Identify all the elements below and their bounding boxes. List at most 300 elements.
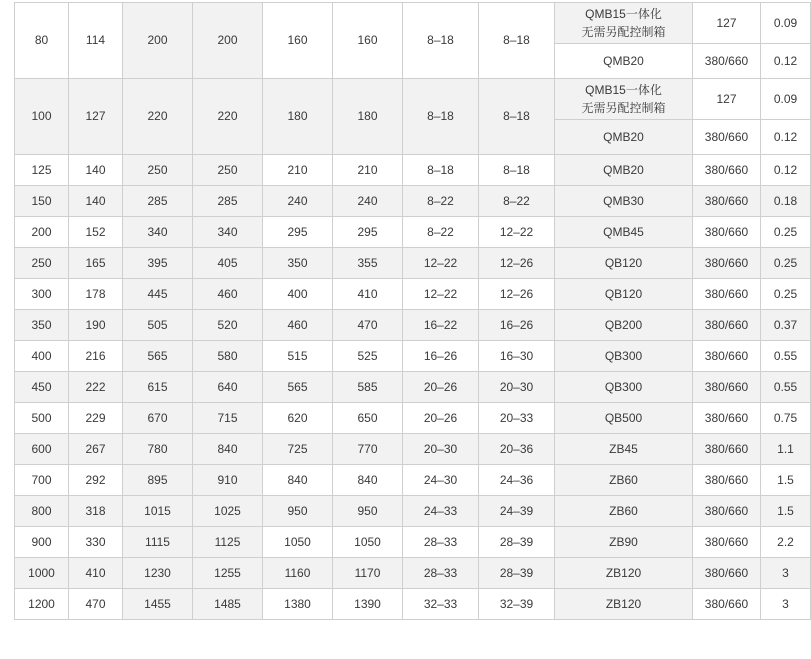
motor-model-line: QMB20 [603,54,644,68]
table-cell [761,155,811,186]
cell-value: 380/660 [704,503,749,518]
cell-value: 380/660 [704,441,749,456]
cell-value: 615 [147,379,168,394]
cell-value: 216 [85,348,106,363]
table-row [15,186,811,217]
cell-value: 20–26 [423,379,458,394]
cell-value: 800 [31,503,52,518]
table-cell [761,372,811,403]
cell-value: 580 [217,348,238,363]
table-cell [263,496,333,527]
table-cell [555,217,693,248]
cell-value: 24–33 [423,503,458,518]
cell-value: 3 [782,565,789,580]
power-value: 0.09 [773,15,798,30]
cell-value: 300 [31,286,52,301]
table-row [15,589,811,620]
table-cell [193,527,263,558]
table-cell [69,434,123,465]
table-cell [123,403,193,434]
table-cell [193,589,263,620]
table-row [15,248,811,279]
cell-value: 8–18 [503,109,530,124]
table-cell [693,279,761,310]
table-cell [555,248,693,279]
table-cell [15,186,69,217]
cell-value: 1200 [28,596,55,611]
cell-value: 380/660 [704,162,749,177]
cell-value: 520 [217,317,238,332]
table-cell [479,558,555,589]
motor-model-line: QMB15一体化 [585,83,662,97]
cell-value: 8–18 [503,33,530,48]
table-cell [761,310,811,341]
cell-value: 350 [31,317,52,332]
table-cell [693,372,761,403]
cell-value: 178 [85,286,106,301]
cell-value: 190 [85,317,106,332]
table-cell [263,372,333,403]
voltage-value: 127 [716,15,737,30]
table-cell [761,434,811,465]
table-cell [403,310,479,341]
motor-model-value [555,50,692,72]
cell-value: ZB45 [609,441,638,456]
cell-value: 1255 [214,565,241,580]
cell-value: ZB60 [609,503,638,518]
cell-value: 505 [147,317,168,332]
cell-value: 222 [85,379,106,394]
table-cell [123,589,193,620]
table-cell [123,527,193,558]
table-cell [123,372,193,403]
cell-value: 725 [287,441,308,456]
table-cell [193,496,263,527]
table-cell [123,496,193,527]
cell-value: 350 [287,255,308,270]
cell-value: 32–33 [423,596,458,611]
table-cell [193,279,263,310]
cell-value: 380/660 [704,286,749,301]
cell-value: 20–26 [423,410,458,425]
table-cell [123,341,193,372]
cell-value: 770 [357,441,378,456]
table-cell [15,217,69,248]
cell-value: 20–36 [499,441,534,456]
cell-value: 250 [147,162,168,177]
table-cell [123,558,193,589]
table-cell [123,3,193,79]
cell-value: ZB90 [609,534,638,549]
cell-value: 400 [287,286,308,301]
power-value: 0.12 [773,129,798,144]
table-cell [123,217,193,248]
cell-value: 355 [357,255,378,270]
cell-value: 1.1 [777,441,794,456]
table-row [15,434,811,465]
table-cell [263,527,333,558]
cell-value: QB300 [604,348,643,363]
table-cell [479,248,555,279]
cell-value: 140 [85,193,106,208]
cell-value: 28–33 [423,534,458,549]
cell-value: 1485 [214,596,241,611]
table-cell [263,217,333,248]
cell-value: 28–39 [499,565,534,580]
cell-value: 380/660 [704,410,749,425]
cell-value: ZB60 [609,472,638,487]
cell-value: 0.25 [773,224,798,239]
table-cell [263,79,333,155]
cell-value: 950 [357,503,378,518]
table-cell [333,3,403,79]
table-cell [693,465,761,496]
table-cell [193,155,263,186]
cell-value: 650 [357,410,378,425]
table-cell [193,341,263,372]
table-cell [263,186,333,217]
cell-value: 24–39 [499,503,534,518]
table-cell [479,279,555,310]
motor-model-line: QMB20 [603,130,644,144]
table-cell [693,186,761,217]
cell-value: ZB120 [605,596,642,611]
table-cell [555,434,693,465]
cell-value: 1380 [284,596,311,611]
cell-value: 400 [31,348,52,363]
table-cell [15,3,69,79]
table-cell [403,372,479,403]
cell-value: 20–30 [499,379,534,394]
cell-value: 0.75 [773,410,798,425]
table-cell [15,155,69,186]
power-cell [761,79,811,120]
cell-value: ZB120 [605,565,642,580]
cell-value: 160 [357,33,378,48]
table-cell [263,310,333,341]
cell-value: 140 [85,162,106,177]
table-cell [403,3,479,79]
table-cell [555,372,693,403]
cell-value: 240 [287,193,308,208]
table-cell [123,248,193,279]
table-cell [761,403,811,434]
table-cell [193,372,263,403]
cell-value: 895 [147,472,168,487]
table-cell [479,79,555,155]
cell-value: QMB45 [603,224,644,239]
cell-value: 267 [85,441,106,456]
cell-value: 16–26 [499,317,534,332]
table-cell [15,589,69,620]
table-cell [263,434,333,465]
table-cell [761,465,811,496]
cell-value: 380/660 [704,348,749,363]
motor-model-value [555,126,692,148]
table-cell [15,341,69,372]
table-cell [403,465,479,496]
table-cell [333,527,403,558]
table-cell [479,186,555,217]
table-cell [479,155,555,186]
table-cell [761,217,811,248]
table-cell [69,496,123,527]
table-cell [123,465,193,496]
table-cell [555,155,693,186]
table-cell [403,279,479,310]
table-row [15,403,811,434]
cell-value: 1125 [214,534,241,549]
cell-value: QB120 [604,286,643,301]
power-cell [761,44,811,79]
table-cell [555,527,693,558]
table-cell [123,434,193,465]
motor-model-line: QMB15一体化 [585,7,662,21]
voltage-cell [693,44,761,79]
cell-value: 670 [147,410,168,425]
table-cell [333,465,403,496]
table-cell [15,79,69,155]
table-cell [15,310,69,341]
cell-value: 24–30 [423,472,458,487]
cell-value: 565 [287,379,308,394]
table-cell [693,155,761,186]
power-value: 0.09 [773,91,798,106]
table-cell [693,527,761,558]
table-cell [263,558,333,589]
cell-value: 640 [217,379,238,394]
cell-value: 450 [31,379,52,394]
table-cell [263,403,333,434]
table-cell [761,341,811,372]
power-value: 0.12 [773,53,798,68]
cell-value: 150 [31,193,52,208]
table-cell [263,248,333,279]
table-cell [761,589,811,620]
table-cell [479,372,555,403]
power-cell [761,3,811,44]
cell-value: 152 [85,224,106,239]
cell-value: 200 [217,33,238,48]
cell-value: QB300 [604,379,643,394]
cell-value: 410 [85,565,106,580]
table-cell [555,496,693,527]
cell-value: 460 [217,286,238,301]
table-cell [693,310,761,341]
table-cell [333,558,403,589]
table-cell [761,527,811,558]
table-cell [403,434,479,465]
motor-model-cell [555,3,693,44]
table-row [15,558,811,589]
cell-value: 200 [147,33,168,48]
cell-value: 1050 [354,534,381,549]
table-cell [15,279,69,310]
cell-value: QMB20 [603,162,644,177]
table-row [15,496,811,527]
cell-value: 28–33 [423,565,458,580]
table-cell [193,186,263,217]
table-cell [555,589,693,620]
table-row [15,279,811,310]
table-cell [193,465,263,496]
table-cell [123,155,193,186]
table-cell [69,3,123,79]
cell-value: 125 [31,162,52,177]
cell-value: 340 [217,224,238,239]
cell-value: 8–18 [503,162,530,177]
table-cell [479,496,555,527]
table-cell [333,496,403,527]
cell-value: 1170 [354,565,381,580]
table-cell [69,558,123,589]
cell-value: 0.25 [773,255,798,270]
table-cell [193,434,263,465]
table-cell [193,3,263,79]
cell-value: QB120 [604,255,643,270]
cell-value: 525 [357,348,378,363]
voltage-cell [693,120,761,155]
cell-value: 380/660 [704,534,749,549]
table-cell [761,558,811,589]
voltage-value: 380/660 [704,53,749,68]
table-row [15,79,811,120]
table-cell [693,217,761,248]
table-cell [193,217,263,248]
cell-value: 24–36 [499,472,534,487]
cell-value: QB500 [604,410,643,425]
cell-value: 410 [357,286,378,301]
table-cell [555,186,693,217]
table-cell [333,279,403,310]
table-cell [193,558,263,589]
table-cell [263,279,333,310]
table-cell [693,434,761,465]
table-cell [263,341,333,372]
cell-value: 8–22 [503,193,530,208]
table-cell [555,279,693,310]
cell-value: 330 [85,534,106,549]
cell-value: 700 [31,472,52,487]
cell-value: 1015 [144,503,171,518]
cell-value: 8–18 [427,162,454,177]
cell-value: 1230 [144,565,171,580]
table-cell [333,79,403,155]
cell-value: 8–22 [427,224,454,239]
cell-value: 380/660 [704,472,749,487]
cell-value: 240 [357,193,378,208]
voltage-cell [693,79,761,120]
cell-value: 910 [217,472,238,487]
table-cell [761,496,811,527]
table-cell [403,155,479,186]
table-row [15,341,811,372]
cell-value: 470 [85,596,106,611]
table-row [15,372,811,403]
cell-value: 0.12 [773,162,798,177]
motor-model-cell [555,44,693,79]
motor-model-value [555,3,692,43]
cell-value: 340 [147,224,168,239]
table-cell [69,310,123,341]
table-cell [403,79,479,155]
table-cell [555,403,693,434]
cell-value: 210 [287,162,308,177]
cell-value: 445 [147,286,168,301]
cell-value: 32–39 [499,596,534,611]
table-cell [693,403,761,434]
table-cell [123,79,193,155]
table-cell [69,279,123,310]
cell-value: 470 [357,317,378,332]
table-cell [403,558,479,589]
table-cell [69,186,123,217]
cell-value: 380/660 [704,255,749,270]
cell-value: 8–18 [427,109,454,124]
cell-value: 1115 [145,534,170,549]
table-cell [333,248,403,279]
table-cell [555,310,693,341]
cell-value: 8–18 [427,33,454,48]
table-cell [69,79,123,155]
cell-value: QMB30 [603,193,644,208]
cell-value: 0.55 [773,348,798,363]
table-cell [479,465,555,496]
cell-value: 12–26 [499,286,534,301]
cell-value: 840 [357,472,378,487]
table-cell [403,186,479,217]
table-cell [693,558,761,589]
cell-value: 295 [357,224,378,239]
table-cell [193,248,263,279]
cell-value: 16–30 [499,348,534,363]
table-cell [69,527,123,558]
cell-value: 380/660 [704,596,749,611]
cell-value: 8–22 [427,193,454,208]
table-row [15,155,811,186]
cell-value: 1050 [284,534,311,549]
cell-value: 318 [85,503,106,518]
cell-value: 950 [287,503,308,518]
table-cell [15,527,69,558]
cell-value: 285 [147,193,168,208]
table-cell [403,341,479,372]
cell-value: 2.2 [777,534,794,549]
cell-value: QB200 [604,317,643,332]
table-cell [333,403,403,434]
table-cell [263,155,333,186]
table-cell [693,589,761,620]
cell-value: 295 [287,224,308,239]
cell-value: 220 [147,109,168,124]
table-cell [123,310,193,341]
cell-value: 0.18 [773,193,798,208]
cell-value: 180 [357,109,378,124]
voltage-value: 380/660 [704,129,749,144]
cell-value: 127 [85,109,106,124]
table-cell [479,527,555,558]
cell-value: 0.25 [773,286,798,301]
table-cell [15,248,69,279]
cell-value: 715 [217,410,238,425]
cell-value: 165 [85,255,106,270]
cell-value: 16–26 [423,348,458,363]
cell-value: 250 [31,255,52,270]
table-cell [693,496,761,527]
table-cell [333,217,403,248]
table-cell [333,589,403,620]
table-cell [479,589,555,620]
